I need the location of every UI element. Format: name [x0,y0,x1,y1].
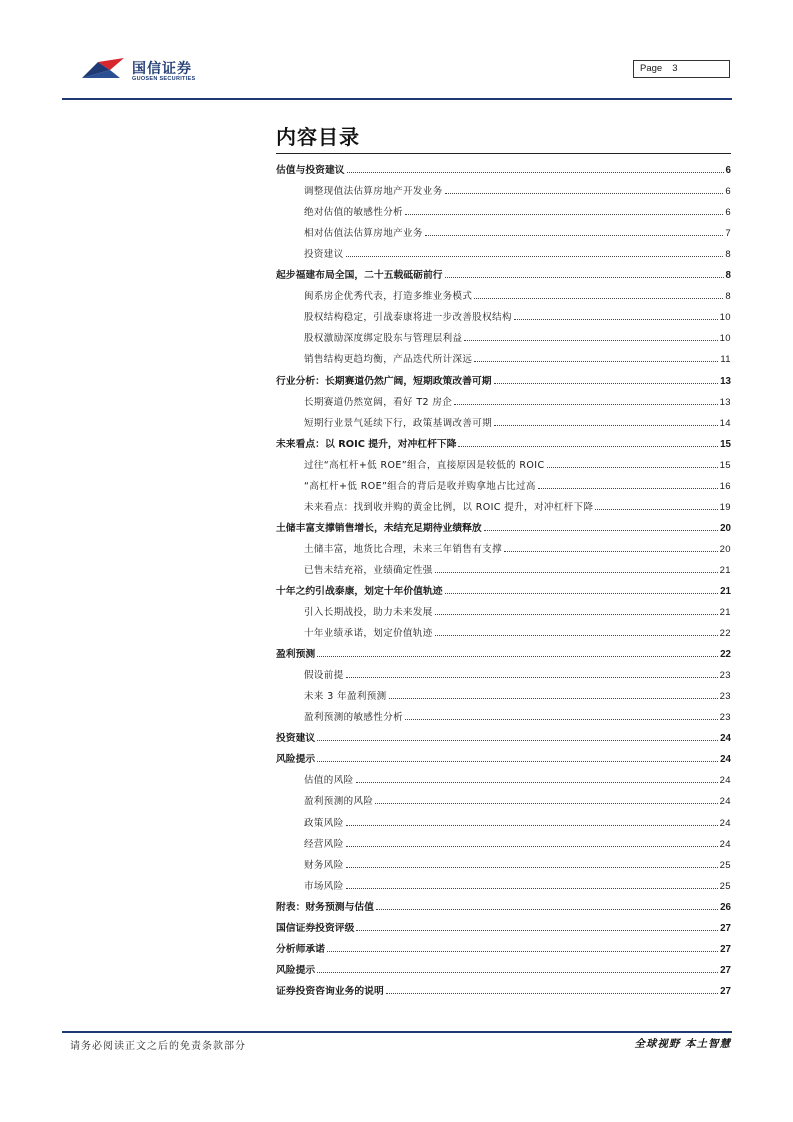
toc-leader-dots [346,888,718,889]
table-of-contents [276,157,731,999]
toc-entry-page: 6 [725,207,731,219]
toc-subsection-entry[interactable] [276,410,731,431]
toc-entry-label: 假设前提 [304,670,344,682]
toc-title: 内容目录 [276,125,360,149]
toc-leader-dots [346,825,718,826]
toc-entry-page: 27 [720,943,731,955]
toc-subsection-entry[interactable] [276,767,731,788]
toc-section-entry[interactable] [276,157,731,178]
toc-entry-page: 8 [725,249,731,261]
toc-entry-label: 调整现值法估算房地产开发业务 [304,186,443,198]
toc-subsection-entry[interactable] [276,304,731,325]
toc-leader-dots [435,614,718,615]
toc-entry-page: 27 [720,922,731,934]
toc-subsection-entry[interactable] [276,325,731,346]
toc-subsection-entry[interactable] [276,620,731,641]
toc-subsection-entry[interactable] [276,494,731,515]
toc-leader-dots [386,993,718,994]
toc-entry-page: 20 [720,522,731,534]
toc-entry-page: 16 [719,480,731,492]
toc-entry-label: 土储丰富，地货比合理，未来三年销售有支撑 [304,543,503,555]
toc-leader-dots [405,214,723,215]
toc-subsection-entry[interactable] [276,241,731,262]
toc-entry-page: 27 [720,964,731,976]
toc-entry-page: 23 [719,670,731,682]
toc-section-entry[interactable] [276,978,731,999]
toc-section-entry[interactable] [276,262,731,283]
toc-entry-page: 8 [725,270,731,282]
toc-entry-page: 24 [719,775,731,787]
toc-entry-label: 绝对估值的敏感性分析 [304,207,404,219]
toc-entry-page: 6 [725,186,731,198]
toc-entry-label: 盈利预测的敏感性分析 [304,712,404,724]
toc-entry-page: 24 [719,796,731,808]
toc-entry-page: 10 [719,312,731,324]
toc-entry-page: 6 [725,165,731,177]
toc-entry-label: 股权结构稳定，引战泰康将进一步改善股权结构 [304,312,512,324]
toc-entry-label: 风险提示 [276,754,316,766]
toc-subsection-entry[interactable] [276,831,731,852]
toc-entry-label: 估值的风险 [304,775,354,787]
toc-leader-dots [464,340,717,341]
toc-subsection-entry[interactable] [276,873,731,894]
toc-subsection-entry[interactable] [276,662,731,683]
toc-section-entry[interactable] [276,915,731,936]
toc-leader-dots [317,761,718,762]
toc-entry-label: 短期行业景气延续下行，政策基调改善可期 [304,417,493,429]
toc-entry-page: 13 [719,396,731,408]
toc-entry-label: 过往“高杠杆+低 ROE”组合，直接原因是较低的 ROIC [304,459,545,471]
toc-leader-dots [356,782,718,783]
logo-english-name: GUOSEN SECURITIES [132,76,196,82]
toc-entry-label: 相对估值法估算房地产业务 [304,228,423,240]
toc-subsection-entry[interactable] [276,557,731,578]
toc-entry-page: 14 [719,417,731,429]
toc-entry-label: 分析师承诺 [276,943,325,955]
toc-leader-dots [317,740,718,741]
toc-entry-label: 闽系房企优秀代表，打造多维业务模式 [304,291,473,303]
toc-entry-page: 22 [719,628,731,640]
toc-section-entry[interactable] [276,725,731,746]
toc-leader-dots [445,277,724,278]
page-indicator [633,60,730,78]
toc-entry-page: 21 [719,607,731,619]
toc-leader-dots [445,193,724,194]
logo-chinese-name: 国信证券 [132,61,192,77]
toc-entry-label: 国信证券投资评级 [276,922,355,934]
toc-leader-dots [389,698,718,699]
toc-entry-page: 7 [725,228,731,240]
toc-entry-label: 市场风险 [304,880,344,892]
toc-subsection-entry[interactable] [276,199,731,220]
toc-subsection-entry[interactable] [276,452,731,473]
toc-leader-dots [327,951,718,952]
toc-leader-dots [538,488,718,489]
toc-entry-page: 15 [720,438,731,450]
toc-entry-page: 8 [725,291,731,303]
toc-entry-page: 25 [719,859,731,871]
toc-subsection-entry[interactable] [276,178,731,199]
toc-entry-label: 起步福建布局全国，二十五载砥砺前行 [276,270,443,282]
toc-leader-dots [375,803,717,804]
header-divider [62,98,732,100]
toc-entry-page: 10 [719,333,731,345]
toc-entry-label: 投资建议 [276,733,316,745]
toc-leader-dots [435,635,718,636]
toc-leader-dots [504,551,718,552]
guosen-logo [80,56,210,84]
toc-leader-dots [454,404,717,405]
toc-leader-dots [346,677,718,678]
toc-leader-dots [435,572,718,573]
toc-subsection-entry[interactable] [276,788,731,809]
footer-divider [62,1031,732,1033]
toc-entry-page: 24 [719,817,731,829]
toc-entry-page: 24 [719,838,731,850]
toc-leader-dots [595,509,717,510]
toc-subsection-entry[interactable] [276,809,731,830]
toc-entry-page: 27 [720,985,731,997]
toc-leader-dots [514,319,718,320]
toc-leader-dots [494,383,719,384]
toc-section-entry[interactable] [276,367,731,388]
toc-section-entry[interactable] [276,431,731,452]
toc-leader-dots [346,867,718,868]
toc-subsection-entry[interactable] [276,852,731,873]
toc-entry-label: 盈利预测的风险 [304,796,374,808]
toc-leader-dots [346,846,718,847]
toc-leader-dots [474,361,718,362]
toc-entry-page: 20 [719,543,731,555]
toc-leader-dots [356,930,718,931]
page-label: Page [640,63,663,74]
toc-entry-label: 未来 3 年盈利预测 [304,691,387,703]
toc-entry-label: 土储丰富支撑销售增长，未结充足期待业绩释放 [276,522,482,534]
toc-section-entry[interactable] [276,894,731,915]
toc-subsection-entry[interactable] [276,283,731,304]
toc-section-entry[interactable] [276,746,731,767]
toc-subsection-entry[interactable] [276,683,731,704]
toc-subsection-entry[interactable] [276,346,731,367]
toc-entry-page: 26 [720,901,731,913]
toc-leader-dots [445,593,719,594]
toc-entry-page: 22 [720,649,731,661]
toc-leader-dots [346,256,724,257]
toc-entry-label: 附表：财务预测与估值 [276,901,374,913]
toc-subsection-entry[interactable] [276,536,731,557]
toc-entry-page: 24 [720,754,731,766]
toc-entry-page: 23 [719,691,731,703]
toc-entry-label: 风险提示 [276,964,316,976]
footer-disclaimer: 请务必阅读正文之后的免责条款部分 [70,1041,246,1052]
toc-section-entry[interactable] [276,515,731,536]
toc-entry-label: 十年业绩承诺，划定价值轨迹 [304,628,433,640]
toc-subsection-entry[interactable] [276,220,731,241]
toc-entry-label: 估值与投资建议 [276,165,345,177]
toc-entry-page: 25 [719,880,731,892]
toc-entry-page: 15 [719,459,731,471]
toc-leader-dots [376,909,718,910]
toc-entry-label: 长期赛道仍然宽阔，看好 T2 房企 [304,396,453,408]
toc-leader-dots [484,530,718,531]
toc-entry-label: 经营风险 [304,838,344,850]
toc-leader-dots [474,298,723,299]
toc-entry-page: 19 [719,501,731,513]
footer-slogan: 全球视野 本土智慧 [634,1038,731,1050]
toc-entry-label: 政策风险 [304,817,344,829]
toc-subsection-entry[interactable] [276,473,731,494]
toc-leader-dots [494,425,718,426]
toc-section-entry[interactable] [276,957,731,978]
toc-entry-page: 21 [719,564,731,576]
toc-entry-label: 引入长期战投，助力未来发展 [304,607,433,619]
toc-leader-dots [547,467,718,468]
toc-leader-dots [458,446,718,447]
toc-entry-label: “高杠杆+低 ROE”组合的背后是收并购拿地占比过高 [304,480,536,492]
toc-leader-dots [347,172,724,173]
guosen-logo-mark-icon [80,56,128,82]
toc-entry-page: 13 [720,375,731,387]
toc-entry-page: 21 [720,585,731,597]
toc-entry-label: 证券投资咨询业务的说明 [276,985,384,997]
toc-section-entry[interactable] [276,578,731,599]
toc-entry-label: 投资建议 [304,249,344,261]
toc-entry-page: 11 [720,354,731,366]
toc-entry-label: 盈利预测 [276,649,316,661]
toc-leader-dots [317,972,718,973]
toc-section-entry[interactable] [276,641,731,662]
toc-subsection-entry[interactable] [276,704,731,725]
toc-subsection-entry[interactable] [276,389,731,410]
toc-entry-label: 十年之约引战泰康，划定十年价值轨迹 [276,585,443,597]
toc-entry-page: 23 [719,712,731,724]
page-number: 3 [672,63,678,74]
toc-entry-label: 未来看点：找到收并购的黄金比例，以 ROIC 提升，对冲杠杆下降 [304,501,594,513]
toc-entry-page: 24 [720,733,731,745]
toc-subsection-entry[interactable] [276,599,731,620]
toc-title-divider [276,153,731,154]
toc-leader-dots [425,235,724,236]
toc-section-entry[interactable] [276,936,731,957]
toc-entry-label: 已售未结充裕，业绩确定性强 [304,564,433,576]
toc-entry-label: 行业分析：长期赛道仍然广阔，短期政策改善可期 [276,375,492,387]
toc-entry-label: 销售结构更趋均衡，产品迭代所计深远 [304,354,473,366]
toc-leader-dots [405,719,718,720]
toc-entry-label: 财务风险 [304,859,344,871]
toc-entry-label: 股权激励深度绑定股东与管理层利益 [304,333,463,345]
toc-entry-label: 未来看点：以 ROIC 提升，对冲杠杆下降 [276,438,457,450]
toc-leader-dots [317,656,718,657]
